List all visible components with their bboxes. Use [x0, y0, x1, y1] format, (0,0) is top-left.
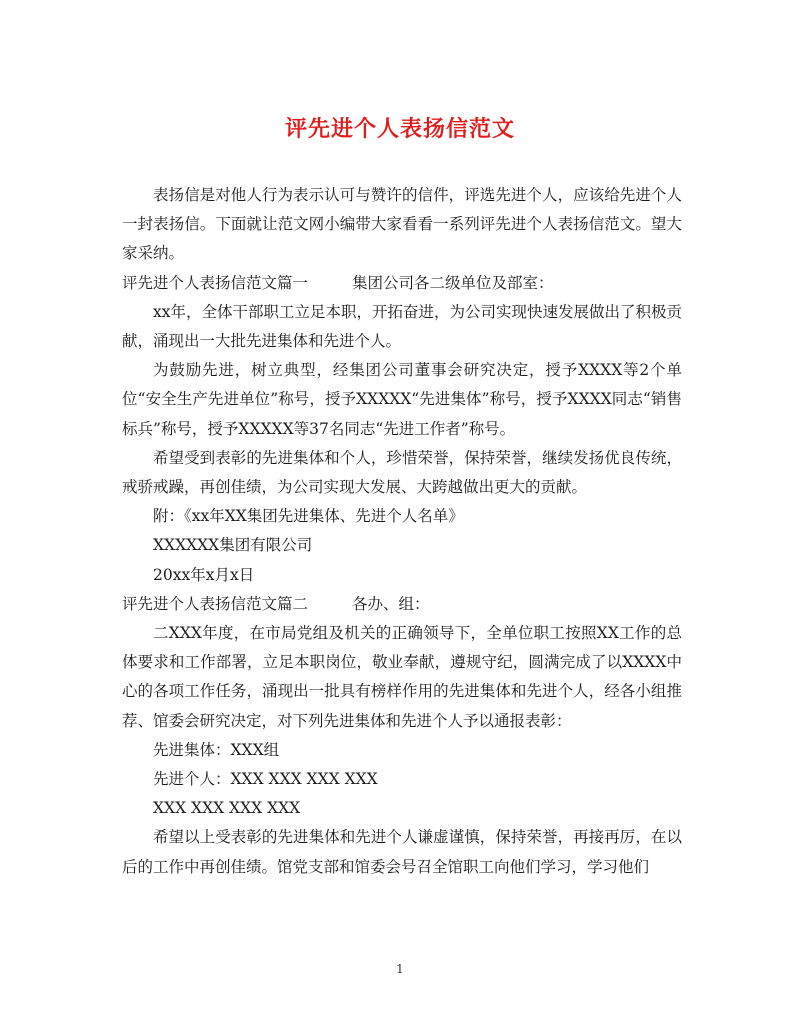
section1-paragraph-1: xx年，全体干部职工立足本职，开拓奋进，为公司实现快速发展做出了积极贡献，涌现出一大批先进集体和先进个人。	[122, 302, 682, 351]
section1-addressee: 集团公司各二级单位及部室：	[352, 273, 554, 292]
section1-heading-line	[122, 269, 682, 298]
section1-paragraph-3: 希望受到表彰的先进集体和个人，珍惜荣誉，保持荣誉，继续发扬优良传统，戒骄戒躁，再创佳绩，为公司实现大发展、大跨越做出更大的贡献。	[122, 448, 682, 497]
section2-heading: 评先进个人表扬信范文篇二	[122, 594, 309, 613]
section1-date: 20xx年x月x日	[153, 565, 255, 584]
section1-paragraph-2: 为鼓励先进，树立典型，经集团公司董事会研究决定，授予XXXX等2个单位“安全生产先进单位”称号，授予XXXXX“先进集体”称号，授予XXXX同志“销售标兵”称号，授予XXXXX等37名同志“先进工作者”称号。	[122, 361, 682, 438]
section1-attachment: 附：《xx年XX集团先进集体、先进个人名单》	[153, 507, 464, 526]
document-title: 评先进个人表扬信范文	[284, 116, 515, 142]
section2-paragraph-2: 希望以上受表彰的先进集体和先进个人谦虚谨慎，保持荣誉，再接再厉，在以后的工作中再创佳绩。馆党支部和馆委会号召全馆职工向他们学习，学习他们	[122, 828, 682, 876]
section2-advanced-group: 先进集体：XXX组	[153, 740, 280, 759]
section2-advanced-individuals-2: XXX XXX XXX XXX	[153, 799, 301, 818]
section2-heading-line	[122, 590, 682, 619]
section2-addressee: 各办、组：	[352, 594, 430, 613]
section2-paragraph-1: 二XXX年度，在市局党组及机关的正确领导下，全单位职工按照XX工作的总体要求和工作部署，立足本职岗位，敬业奉献，遵规守纪，圆满完成了以XXXX中心的各项工作任务，涌现出一批具有榜样作用的先进集体和先进个人，经各小组推荐、馆委会研究决定，对下列先进集体和先进个人予以通报表彰：	[122, 624, 682, 730]
document-body	[122, 181, 682, 882]
section1-signature: XXXXXX集团有限公司	[153, 536, 313, 555]
section1-heading: 评先进个人表扬信范文篇一	[122, 273, 309, 292]
intro-paragraph: 表扬信是对他人行为表示认可与赞许的信件，评选先进个人，应该给先进个人一封表扬信。下面就让范文网小编带大家看看一系列评先进个人表扬信范文。望大家采纳。	[122, 186, 682, 263]
page-number: 1	[396, 962, 404, 976]
section2-advanced-individuals-1: 先进个人：XXX XXX XXX XXX	[153, 770, 378, 789]
